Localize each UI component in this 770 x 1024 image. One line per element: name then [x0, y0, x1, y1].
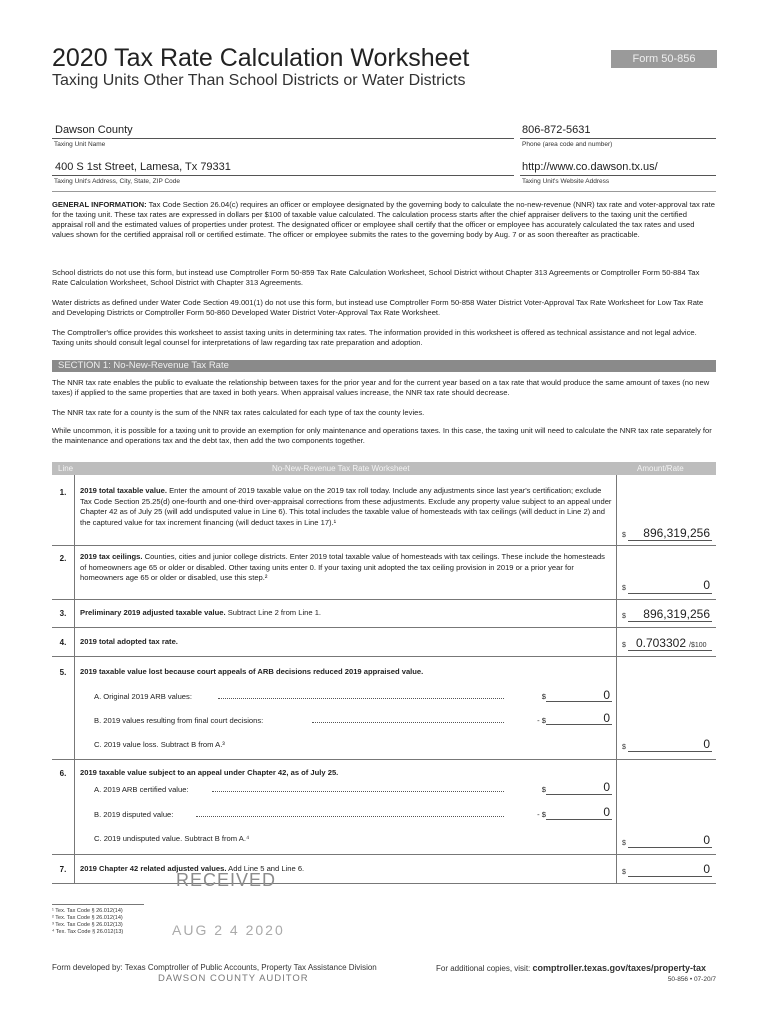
row-2-amount-line: [628, 593, 712, 594]
footnote-4: ⁴ Tex. Tax Code § 26.012(13): [52, 929, 124, 935]
row-5-divider: [52, 759, 716, 760]
row-3-amount[interactable]: 896,319,256: [643, 607, 710, 621]
row-4-amount[interactable]: 0.703302: [635, 636, 686, 650]
page-title: 2020 Tax Rate Calculation Worksheet: [52, 44, 470, 72]
table-line-number-divider: [74, 475, 75, 883]
row-1-amount[interactable]: 896,319,256: [643, 526, 710, 540]
school-districts-paragraph: School districts do not use this form, but instead use Comptroller Form 50-859 Tax Rate Calculation Worksheet, School District without Chapter 313 Agreements or Comptroller Form 50-884 Tax Rate Calculation Worksheet, School District with Chapter 313 Agreements.: [52, 268, 700, 287]
column-header-line: Line: [58, 464, 74, 473]
table-amount-divider: [616, 475, 617, 883]
row-5b-value[interactable]: 0: [603, 711, 610, 725]
general-information-paragraph: [52, 200, 716, 240]
section-1-paragraph-3: While uncommon, it is possible for a taxing unit to provide an exemption for only maintenance and operations taxes. In this case, the taxing unit will need to calculate the NNR tax rate separately for the maintenance and operations tax and the debt tax, then add the two components together.: [52, 426, 712, 445]
row-7-number: 7.: [59, 865, 67, 874]
row-5b-label: B. 2019 values resulting from final court decisions:: [94, 716, 264, 725]
section-1-paragraph-1: The NNR tax rate enables the public to evaluate the relationship between taxes for the prior year and for the current year based on a tax rate that would produce the same amount of taxes (no new taxes) if applied to the same properties that are taxed in both years. When appraisal values increase, the NNR tax rate should decrease.: [52, 378, 710, 397]
row-7-divider: [52, 883, 716, 884]
row-2-divider: [52, 599, 716, 600]
footer-developer-credit: Form developed by: Texas Comptroller of Public Accounts, Property Tax Assistance Division: [52, 963, 377, 972]
address-label: Taxing Unit's Address, City, State, ZIP Code: [54, 178, 181, 185]
row-6-title: 2019 taxable value subject to an appeal under Chapter 42, as of July 25.: [80, 768, 339, 777]
section-1-paragraph-2: The NNR tax rate for a county is the sum of the NNR tax rates calculated for each type of tax the county levies.: [52, 408, 425, 417]
address-line: [52, 175, 514, 176]
row-2-description: [80, 552, 612, 584]
row-5a-label: A. Original 2019 ARB values:: [94, 692, 192, 701]
row-3-text: Subtract Line 2 from Line 1.: [225, 608, 322, 617]
row-4-dollar: $: [622, 642, 626, 649]
row-1-description: [80, 486, 612, 528]
row-5b-leader: [312, 722, 504, 723]
row-4-divider: [52, 656, 716, 657]
unit-name-line: [52, 138, 514, 139]
row-5a-value[interactable]: 0: [603, 688, 610, 702]
row-6b-prefix: - $: [537, 810, 546, 819]
row-6-dollar: $: [622, 840, 626, 847]
water-districts-paragraph: Water districts as defined under Water Code Section 49.001(1) do not use this form, but instead use Comptroller Form 50-858 Water District Voter-Approval Tax Rate Worksheet for Low Tax Rate and Developing Districts or Comptroller Form 50-860 Developed Water District Voter-Approval Tax Rate Worksheet.: [52, 298, 704, 317]
row-4-description: [80, 637, 612, 648]
row-4-title: 2019 total adopted tax rate.: [80, 637, 178, 646]
row-1-amount-line: [628, 540, 712, 541]
row-4-number: 4.: [59, 638, 67, 647]
row-1-divider: [52, 545, 716, 546]
row-7-title: 2019 Chapter 42 related adjusted values.: [80, 864, 227, 873]
footer-form-id: 50-856 • 07-20/7: [667, 976, 716, 983]
row-6a-value[interactable]: 0: [603, 780, 610, 794]
section-1-heading: SECTION 1: No-New-Revenue Tax Rate: [52, 360, 716, 372]
website-value[interactable]: http://www.co.dawson.tx.us/: [522, 161, 658, 173]
footnote-1: ¹ Tex. Tax Code § 26.012(14): [52, 908, 123, 914]
footer-copies-note: [436, 963, 706, 973]
row-6b-value[interactable]: 0: [603, 805, 610, 819]
row-1-text: Enter the amount of 2019 taxable value on the 2019 tax roll today. Include any adjustments since last year's certification; exclude Tax Code Section 25.25(d) one-fourth and one-third over-appraisal corrections from these adjustments. Exclude any property value subject to an appeal under Chapter 42 as of July 25 (will add undisputed value in Line 6). This total includes the taxable value of homesteads with tax ceilings (will deduct in Line 2) and the captured value for tax increment financing (will deduct taxes in Line 17).¹: [80, 486, 612, 527]
row-1-dollar: $: [622, 532, 626, 539]
comptroller-paragraph: The Comptroller's office provides this worksheet to assist taxing units in determining tax rates. The information provided in this worksheet is offered as technical assistance and not legal advice. Taxing units should consult legal counsel for interpretations of law regarding tax rate preparation and adoption.: [52, 328, 697, 347]
row-6-number: 6.: [59, 769, 67, 778]
row-3-dollar: $: [622, 613, 626, 620]
row-6-amount[interactable]: 0: [703, 833, 710, 847]
row-2-title: 2019 tax ceilings.: [80, 552, 143, 561]
general-information-heading: GENERAL INFORMATION:: [52, 200, 147, 209]
row-2-amount[interactable]: 0: [703, 578, 710, 592]
row-3-description: [80, 608, 612, 619]
row-3-amount-line: [628, 621, 712, 622]
row-2-text: Counties, cities and junior college districts. Enter 2019 total taxable value of homesteads with tax ceilings. These include the homesteads of homeowners age 65 or older or disabled. Other taxing units enter 0. If your taxing unit adopted the tax ceiling provision in 2019 or a prior year for homeowners age 65 or older or disabled, use this step.²: [80, 552, 605, 582]
row-6a-label: A. 2019 ARB certified value:: [94, 785, 189, 794]
footnote-2: ² Tex. Tax Code § 26.012(14): [52, 915, 123, 921]
received-stamp: RECEIVED: [176, 870, 277, 890]
row-7-amount[interactable]: 0: [703, 862, 710, 876]
row-1-number: 1.: [59, 488, 67, 497]
row-7-description: [80, 864, 612, 875]
row-1-title: 2019 total taxable value.: [80, 486, 167, 495]
row-7-text: Add Line 5 and Line 6.: [226, 864, 305, 873]
website-line: [520, 175, 716, 176]
row-5-description: [80, 667, 612, 678]
auditor-stamp: DAWSON COUNTY AUDITOR: [158, 973, 309, 984]
website-label: Taxing Unit's Website Address: [522, 178, 610, 185]
row-6b-label: B. 2019 disputed value:: [94, 810, 174, 819]
footer-copies-prefix: For additional copies, visit:: [436, 964, 533, 973]
footer-copies-link[interactable]: comptroller.texas.gov/taxes/property-tax: [532, 963, 707, 973]
unit-name-value[interactable]: Dawson County: [55, 124, 133, 136]
row-5a-leader: [218, 698, 504, 699]
row-5a-prefix: $: [541, 692, 546, 701]
header-divider: [52, 191, 716, 192]
row-3-number: 3.: [59, 609, 67, 618]
row-7-dollar: $: [622, 869, 626, 876]
row-5-title: 2019 taxable value lost because court appeals of ARB decisions reduced 2019 appraised value.: [80, 667, 424, 676]
row-5c-label: C. 2019 value loss. Subtract B from A.³: [94, 740, 225, 749]
row-6-amount-line: [628, 847, 712, 848]
row-4-unit: /$100: [689, 642, 707, 649]
row-3-divider: [52, 627, 716, 628]
row-5-number: 5.: [59, 668, 67, 677]
column-header-worksheet: No-New-Revenue Tax Rate Worksheet: [272, 464, 410, 473]
row-6a-leader: [212, 791, 504, 792]
general-information-text: Tax Code Section 26.04(c) requires an officer or employee designated by the governing body to calculate the no-new-revenue (NNR) tax rate and voter-approval tax rate for the taxing unit. These tax rates are expressed in dollars per $100 of taxable value calculated. The calculation process starts after the chief appraiser delivers to the taxing unit the certified appraisal roll and the estimated values of properties under protest. The designated officer or employee shall certify that the officer or employee has accurately calculated the tax rates and used values shown for the certified appraisal roll or certified estimate. The officer or employee submits the rates to the governing body by Aug. 7 or as soon thereafter as practicable.: [52, 200, 715, 239]
row-6-divider: [52, 854, 716, 855]
page-subtitle: Taxing Units Other Than School Districts or Water Districts: [52, 72, 466, 89]
row-6a-line: [546, 794, 612, 795]
phone-value[interactable]: 806-872-5631: [522, 124, 591, 136]
date-stamp: AUG 2 4 2020: [172, 922, 285, 938]
footnote-3: ³ Tex. Tax Code § 26.012(13): [52, 922, 123, 928]
row-5b-line: [546, 724, 612, 725]
footnote-divider: [52, 904, 144, 905]
phone-label: Phone (area code and number): [522, 141, 613, 148]
row-6b-leader: [196, 816, 504, 817]
address-value[interactable]: 400 S 1st Street, Lamesa, Tx 79331: [55, 161, 231, 173]
row-5a-line: [546, 701, 612, 702]
worksheet-table-header: [52, 462, 716, 475]
row-6-description: [80, 768, 612, 779]
row-6c-label: C. 2019 undisputed value. Subtract B from A.⁴: [94, 834, 250, 843]
row-6b-line: [546, 819, 612, 820]
row-5-dollar: $: [622, 744, 626, 751]
row-5b-prefix: - $: [537, 716, 546, 725]
row-2-number: 2.: [59, 554, 67, 563]
row-7-amount-line: [628, 876, 712, 877]
form-number-badge: Form 50-856: [611, 50, 717, 68]
row-6a-prefix: $: [541, 785, 546, 794]
row-2-dollar: $: [622, 585, 626, 592]
row-5-amount-line: [628, 751, 712, 752]
row-3-title: Preliminary 2019 adjusted taxable value.: [80, 608, 226, 617]
row-5-amount[interactable]: 0: [703, 737, 710, 751]
row-4-amount-line: [628, 650, 712, 651]
phone-line: [520, 138, 716, 139]
unit-name-label: Taxing Unit Name: [54, 141, 106, 148]
column-header-amount: Amount/Rate: [637, 464, 684, 473]
